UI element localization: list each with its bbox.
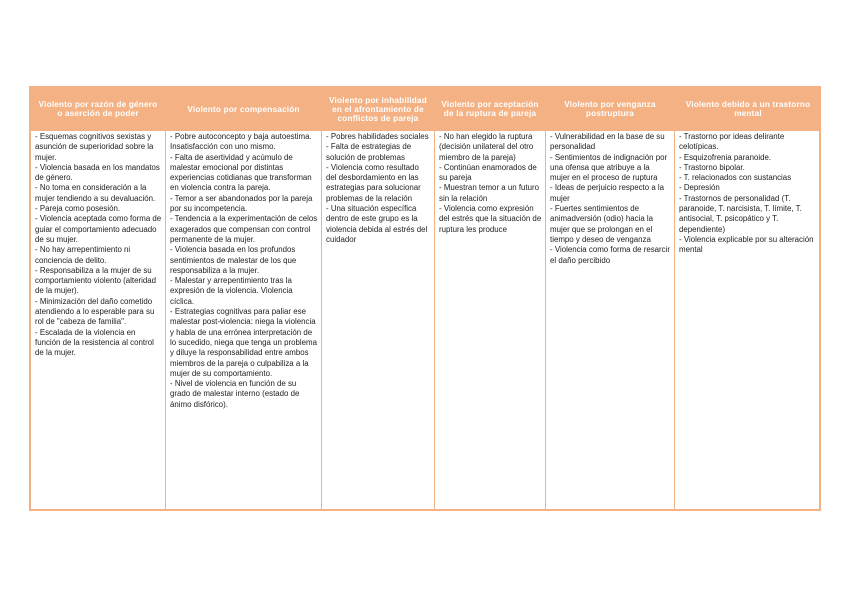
column-divider xyxy=(165,88,166,509)
list-item: - Violencia como expresión del estrés que la situación de ruptura les produce xyxy=(439,204,542,234)
column-divider xyxy=(545,88,546,509)
header-divider xyxy=(31,130,819,131)
list-item: - Pobres habilidades sociales xyxy=(326,132,429,141)
list-item: - Depresión xyxy=(679,183,720,193)
list-item: - Escalada de la violencia en función de la resistencia al control de la mujer. xyxy=(35,327,154,358)
column-conflict-inability xyxy=(323,132,434,245)
list-item: - Malestar y arrepentimiento tras la expresión de la violencia. Violencia cíclica. xyxy=(170,276,293,306)
list-item: - Continúan enamorados de su pareja xyxy=(439,162,537,183)
list-item: - No hay arrepentimiento ni conciencia de delito. xyxy=(35,245,131,265)
column-divider xyxy=(321,88,322,509)
list-item: - Trastornos de personalidad (T. paranoide, T. narcisista, T. límite, T. antisocial, T. psicopático y T. dependiente) xyxy=(679,193,802,234)
list-item: - Violencia basada en los profundos sentimientos de malestar de los que responsabiliza a la mujer. xyxy=(170,245,297,275)
list-item: - Pobre autoconcepto y baja autoestima. Insatisfacción con uno mismo. xyxy=(170,132,312,152)
column-divider xyxy=(674,88,675,509)
list-item: - Violencia aceptada como forma de guiar el comportamiento adecuado de su mujer. xyxy=(35,214,162,244)
list-item: - Temor a ser abandonados por la pareja por su incompetencia. xyxy=(170,193,313,214)
list-item: - Fuertes sentimientos de animadversión (odio) hacia la mujer que se prolongan en el tiempo y deseo de venganza xyxy=(550,204,654,244)
column-compensation xyxy=(167,132,321,410)
list-item: - Estrategias cognitivas para paliar ese malestar post-violencia: niega la violencia y habla de una errónea interpretación de lo sucedido, niega que tenga un problema y diluye la responsabilidad entre ambos miembros de la pareja o culpabiliza a la mujer de su comportamiento. xyxy=(170,307,317,378)
header-mental-disorder: Violento debido a un trastorno mental xyxy=(675,88,821,130)
list-item: - Responsabiliza a la mujer de su comportamiento violento (alteridad de la mujer). xyxy=(35,265,157,296)
list-item: - Pareja como posesión. xyxy=(35,204,121,214)
list-item: - Minimización del daño cometido atendiendo a lo esperable para su rol de "cabeza de familia". xyxy=(35,296,155,327)
column-gender-power xyxy=(32,132,165,359)
list-item: - No toma en consideración a la mujer tendiendo a su devaluación. xyxy=(35,183,156,203)
list-item: - Sentimientos de indignación por una ofensa que atribuye a la mujer en el proceso de ruptura xyxy=(550,152,668,183)
list-item: - Muestran temor a un futuro sin la relación xyxy=(439,183,539,203)
list-item: - Ideas de perjuicio respecto a la mujer xyxy=(550,183,665,203)
column-divider xyxy=(434,88,435,509)
header-compensation: Violento por compensación xyxy=(166,88,321,130)
header-breakup-acceptance: Violento por aceptación de la ruptura de pareja xyxy=(435,88,545,130)
list-item: - Falta de asertividad y acúmulo de malestar emocional por distintas experiencias cotidianas que transforman en violencia contra la pareja. xyxy=(170,152,312,193)
list-item: - Tendencia a la experimentación de celos exagerados que compensan con control permanente de la mujer. xyxy=(170,214,318,244)
header-revenge: Violento por venganza postruptura xyxy=(546,88,674,130)
list-item: - Nivel de violencia en función de su grado de malestar interno (estado de ánimo disfórico). xyxy=(170,379,300,409)
list-item: - No han elegido la ruptura (decisión unilateral del otro miembro de la pareja) xyxy=(439,132,534,162)
list-item: - Esquizofrenia paranoide. xyxy=(679,152,772,162)
list-item: - T. relacionados con sustancias xyxy=(679,173,792,183)
list-item: - Violencia explicable por su alteración mental xyxy=(679,234,814,255)
list-item: - Esquemas cognitivos sexistas y asunción de superioridad sobre la mujer. xyxy=(35,132,154,162)
list-item: - Falta de estrategias de solución de problemas xyxy=(326,142,412,162)
list-item: - Vulnerabilidad en la base de su personalidad xyxy=(550,132,665,152)
list-item: - Violencia como forma de resarcir el daño percibido xyxy=(550,245,671,265)
list-item: - Violencia basada en los mandatos de género. xyxy=(35,162,160,183)
column-breakup-acceptance xyxy=(436,132,545,235)
column-revenge xyxy=(547,132,674,266)
list-item: - Trastorno bipolar. xyxy=(679,162,745,172)
list-item: - Violencia como resultado del desbordamiento en las estrategias para solucionar problemas de la relación xyxy=(326,162,421,203)
column-mental-disorder xyxy=(676,132,819,256)
list-item: - Una situación específica dentro de este grupo es la violencia debida al estrés del cuidador xyxy=(326,204,428,244)
header-gender-power: Violento por razón de género o aserción de poder xyxy=(31,88,165,130)
typology-table xyxy=(29,86,821,511)
list-item: - Trastorno por ideas delirante celotípicas. xyxy=(679,132,785,152)
header-conflict-inability: Violento por inhabilidad en el afrontamiento de conflictos de pareja xyxy=(322,88,434,130)
